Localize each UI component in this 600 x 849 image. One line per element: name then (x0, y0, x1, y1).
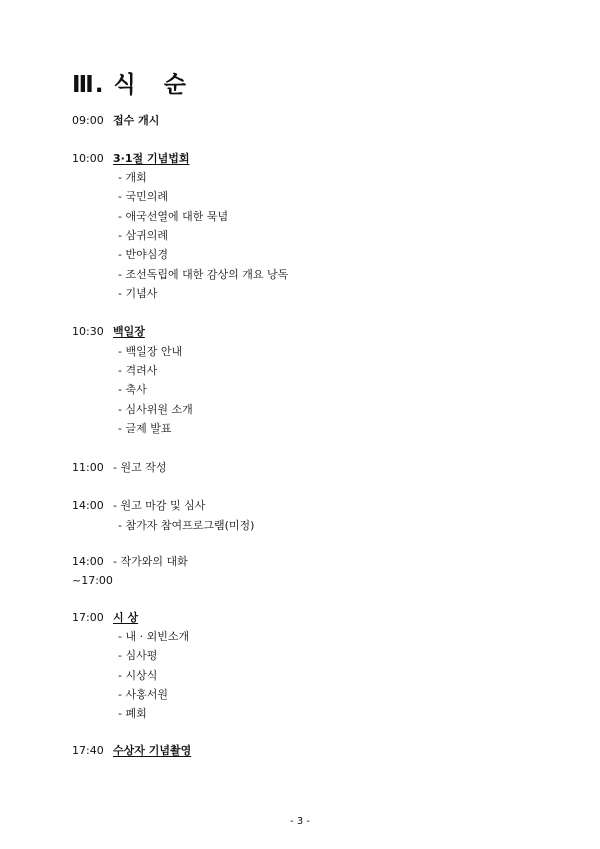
page-number: - 3 - (290, 816, 310, 827)
schedule-heading: 접수 개시 (113, 114, 160, 127)
list-item: - 반야심경 (118, 248, 168, 261)
schedule-time: 10:30 (72, 325, 104, 338)
list-item: - 격려사 (118, 364, 158, 377)
list-item: - 백일장 안내 (118, 345, 183, 358)
list-item: - 조선독립에 대한 감상의 개요 낭독 (118, 268, 289, 281)
list-item: - 사홍서원 (118, 688, 168, 701)
schedule-heading: 3·1절 기념법회 (113, 152, 190, 165)
schedule-heading: 시 상 (113, 611, 139, 624)
list-item: - 글제 발표 (118, 422, 172, 435)
list-item: - 국민의례 (118, 190, 168, 203)
list-item: - 참가자 참여프로그램(미정) (118, 519, 255, 532)
schedule-activity: - 원고 작성 (113, 461, 167, 474)
list-item: - 애국선열에 대한 묵념 (118, 210, 229, 223)
list-item: - 개회 (118, 171, 147, 184)
schedule-activity: - 원고 마감 및 심사 (113, 499, 206, 512)
schedule-time: 17:40 (72, 744, 104, 757)
schedule-time: 17:00 (72, 611, 104, 624)
schedule-time: 11:00 (72, 461, 104, 474)
schedule-time: 09:00 (72, 114, 104, 127)
schedule-time: 14:00 (72, 555, 104, 568)
schedule-activity: - 작가와의 대화 (113, 555, 188, 568)
schedule-heading: 수상자 기념촬영 (113, 744, 192, 757)
list-item: - 폐회 (118, 707, 147, 720)
list-item: - 심사위원 소개 (118, 403, 193, 416)
list-item: - 시상식 (118, 669, 158, 682)
schedule-time: 10:00 (72, 152, 104, 165)
list-item: - 삼귀의례 (118, 229, 168, 242)
list-item: - 기념사 (118, 287, 158, 300)
schedule-heading: 백일장 (113, 325, 145, 338)
list-item: - 내 · 외빈소개 (118, 630, 190, 643)
schedule-time-end: ~17:00 (72, 574, 113, 587)
section-title: Ⅲ. 식 순 (72, 72, 187, 98)
list-item: - 심사평 (118, 649, 158, 662)
list-item: - 축사 (118, 383, 147, 396)
schedule-time: 14:00 (72, 499, 104, 512)
